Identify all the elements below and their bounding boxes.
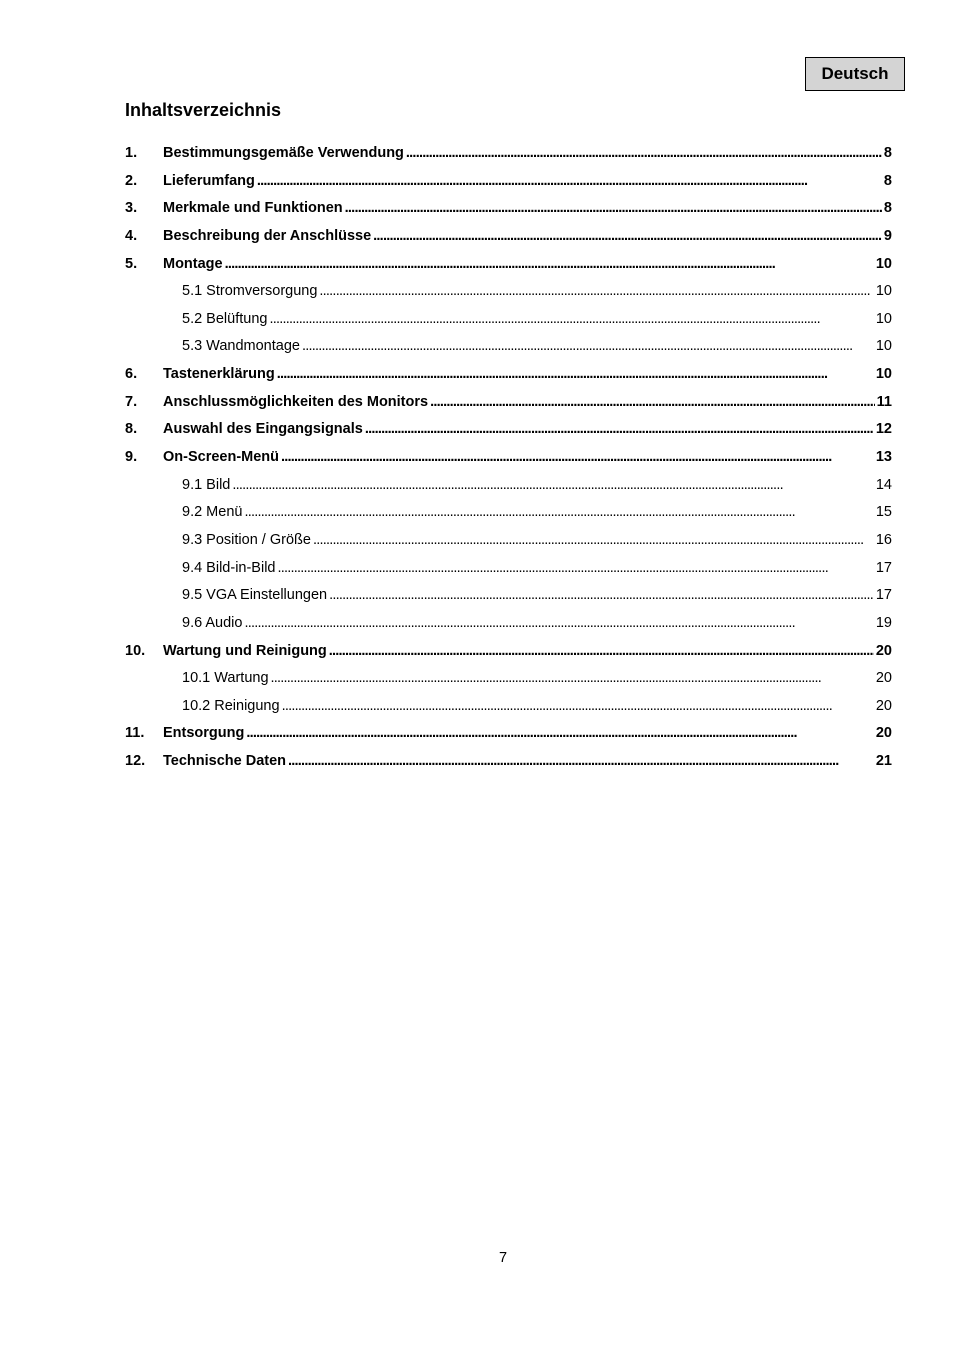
toc-entry-label: Lieferumfang: [163, 172, 255, 189]
toc-title: Inhaltsverzeichnis: [125, 100, 282, 120]
toc-entry[interactable]: [125, 444, 892, 472]
dot-leader: [406, 140, 882, 168]
toc-entry-label: 10.1 Wartung: [182, 670, 269, 687]
toc-entry-label: Entsorgung: [163, 725, 245, 742]
toc-entry[interactable]: [125, 251, 892, 279]
toc-entry-page: 10: [875, 283, 892, 300]
toc-entry-page: 10: [875, 310, 892, 327]
dot-leader: [345, 195, 882, 223]
dot-leader: [277, 361, 874, 389]
toc-entry-number: 4.: [125, 227, 138, 244]
dot-leader: [232, 472, 873, 500]
toc-entry-label: 9.4 Bild-in-Bild: [182, 559, 276, 576]
toc-subentry[interactable]: [125, 555, 892, 583]
toc-entry-number: 8.: [125, 421, 138, 438]
toc-entry[interactable]: [125, 720, 892, 748]
dot-leader: [329, 638, 874, 666]
dot-leader: [288, 748, 874, 776]
toc-entry-label: 9.5 VGA Einstellungen: [182, 587, 328, 604]
toc-entry-page: 10: [875, 255, 892, 272]
dot-leader: [244, 499, 873, 527]
toc-entry-label: Merkmale und Funktionen: [163, 200, 343, 217]
dot-leader: [373, 223, 882, 251]
toc-entry-number: 2.: [125, 172, 138, 189]
toc-entry[interactable]: [125, 638, 892, 666]
language-badge: Deutsch: [805, 57, 905, 91]
toc-subentry[interactable]: [125, 582, 892, 610]
toc-entry-number: 7.: [125, 393, 138, 410]
toc-entry[interactable]: [125, 748, 892, 776]
toc-entry-number: 10.: [125, 642, 146, 659]
toc-entry-page: 20: [875, 697, 892, 714]
toc-entry-page: 8: [883, 145, 892, 161]
dot-leader: [329, 582, 874, 610]
toc-entry-label: Wartung und Reinigung: [163, 642, 327, 659]
toc-subentry[interactable]: [125, 527, 892, 555]
dot-leader: [365, 416, 874, 444]
toc-subentry[interactable]: [125, 665, 892, 693]
toc-entry-page: 17: [875, 587, 892, 604]
toc-subentry[interactable]: [125, 499, 892, 527]
toc-entry-label: 9.3 Position / Größe: [182, 531, 311, 548]
toc-entry-number: 11.: [125, 725, 145, 742]
toc-subentry[interactable]: [125, 610, 892, 638]
toc-subentry[interactable]: [125, 693, 892, 721]
toc-entry-label: 10.2 Reinigung: [182, 697, 280, 714]
toc-entry-page: 8: [883, 200, 892, 217]
toc-entry-label: Tastenerklärung: [163, 366, 275, 383]
toc-entry[interactable]: [125, 140, 892, 168]
toc-entry-page: 20: [875, 725, 892, 742]
toc-entry-number: 1.: [125, 145, 138, 161]
toc-entry-label: 9.6 Audio: [182, 614, 243, 631]
toc-entry-page: 11: [876, 393, 892, 410]
toc-entry-page: 8: [883, 172, 892, 189]
toc-entry-label: Beschreibung der Anschlüsse: [163, 227, 372, 244]
dot-leader: [281, 444, 874, 472]
toc-entry-number: 6.: [125, 366, 138, 383]
toc-entry-page: 20: [875, 642, 892, 659]
toc-entry-page: 20: [875, 670, 892, 687]
table-of-contents: [125, 140, 892, 776]
dot-leader: [319, 278, 873, 306]
toc-entry-page: 16: [875, 531, 892, 548]
dot-leader: [271, 665, 874, 693]
dot-leader: [430, 389, 875, 417]
toc-entry-page: 17: [875, 559, 892, 576]
toc-entry-label: Bestimmungsgemäße Verwendung: [163, 145, 404, 161]
toc-entry-label: Technische Daten: [163, 753, 287, 770]
toc-entry[interactable]: [125, 168, 892, 196]
toc-entry-page: 10: [875, 338, 892, 355]
toc-entry-label: Anschlussmöglichkeiten des Monitors: [163, 393, 429, 410]
dot-leader: [257, 168, 882, 196]
dot-leader: [244, 610, 873, 638]
toc-subentry[interactable]: [125, 472, 892, 500]
toc-entry-page: 21: [875, 753, 892, 770]
toc-entry-label: 9.1 Bild: [182, 476, 231, 493]
toc-entry[interactable]: [125, 195, 892, 223]
toc-entry-label: Montage: [163, 255, 223, 272]
toc-entry-number: 5.: [125, 255, 138, 272]
toc-entry-page: 12: [875, 421, 892, 438]
toc-entry-label: On-Screen-Menü: [163, 449, 280, 466]
dot-leader: [246, 720, 874, 748]
toc-entry-page: 10: [875, 366, 892, 383]
dot-leader: [269, 306, 873, 334]
toc-entry[interactable]: [125, 223, 892, 251]
toc-entry-number: 12.: [125, 753, 146, 770]
toc-entry-page: 13: [875, 449, 892, 466]
toc-entry-page: 9: [883, 227, 892, 244]
toc-subentry[interactable]: [125, 278, 892, 306]
dot-leader: [278, 555, 874, 583]
toc-entry-label: 5.1 Stromversorgung: [182, 283, 318, 300]
toc-entry-number: 3.: [125, 200, 138, 217]
dot-leader: [225, 251, 874, 279]
dot-leader: [302, 333, 874, 361]
toc-entry[interactable]: [125, 361, 892, 389]
toc-entry-label: Auswahl des Eingangsignals: [163, 421, 363, 438]
toc-entry-page: 14: [875, 476, 892, 493]
toc-entry[interactable]: [125, 416, 892, 444]
toc-subentry[interactable]: [125, 306, 892, 334]
toc-entry-label: 5.2 Belüftung: [182, 310, 268, 327]
dot-leader: [313, 527, 874, 555]
toc-subentry[interactable]: [125, 333, 892, 361]
toc-entry-label: 5.3 Wandmontage: [182, 338, 300, 355]
toc-entry-page: 15: [875, 504, 892, 521]
toc-entry-page: 19: [875, 614, 892, 631]
toc-entry-number: 9.: [125, 449, 138, 466]
dot-leader: [282, 693, 874, 721]
page-number: 7: [498, 1250, 508, 1266]
toc-entry-label: 9.2 Menü: [182, 504, 243, 521]
toc-entry[interactable]: [125, 389, 892, 417]
